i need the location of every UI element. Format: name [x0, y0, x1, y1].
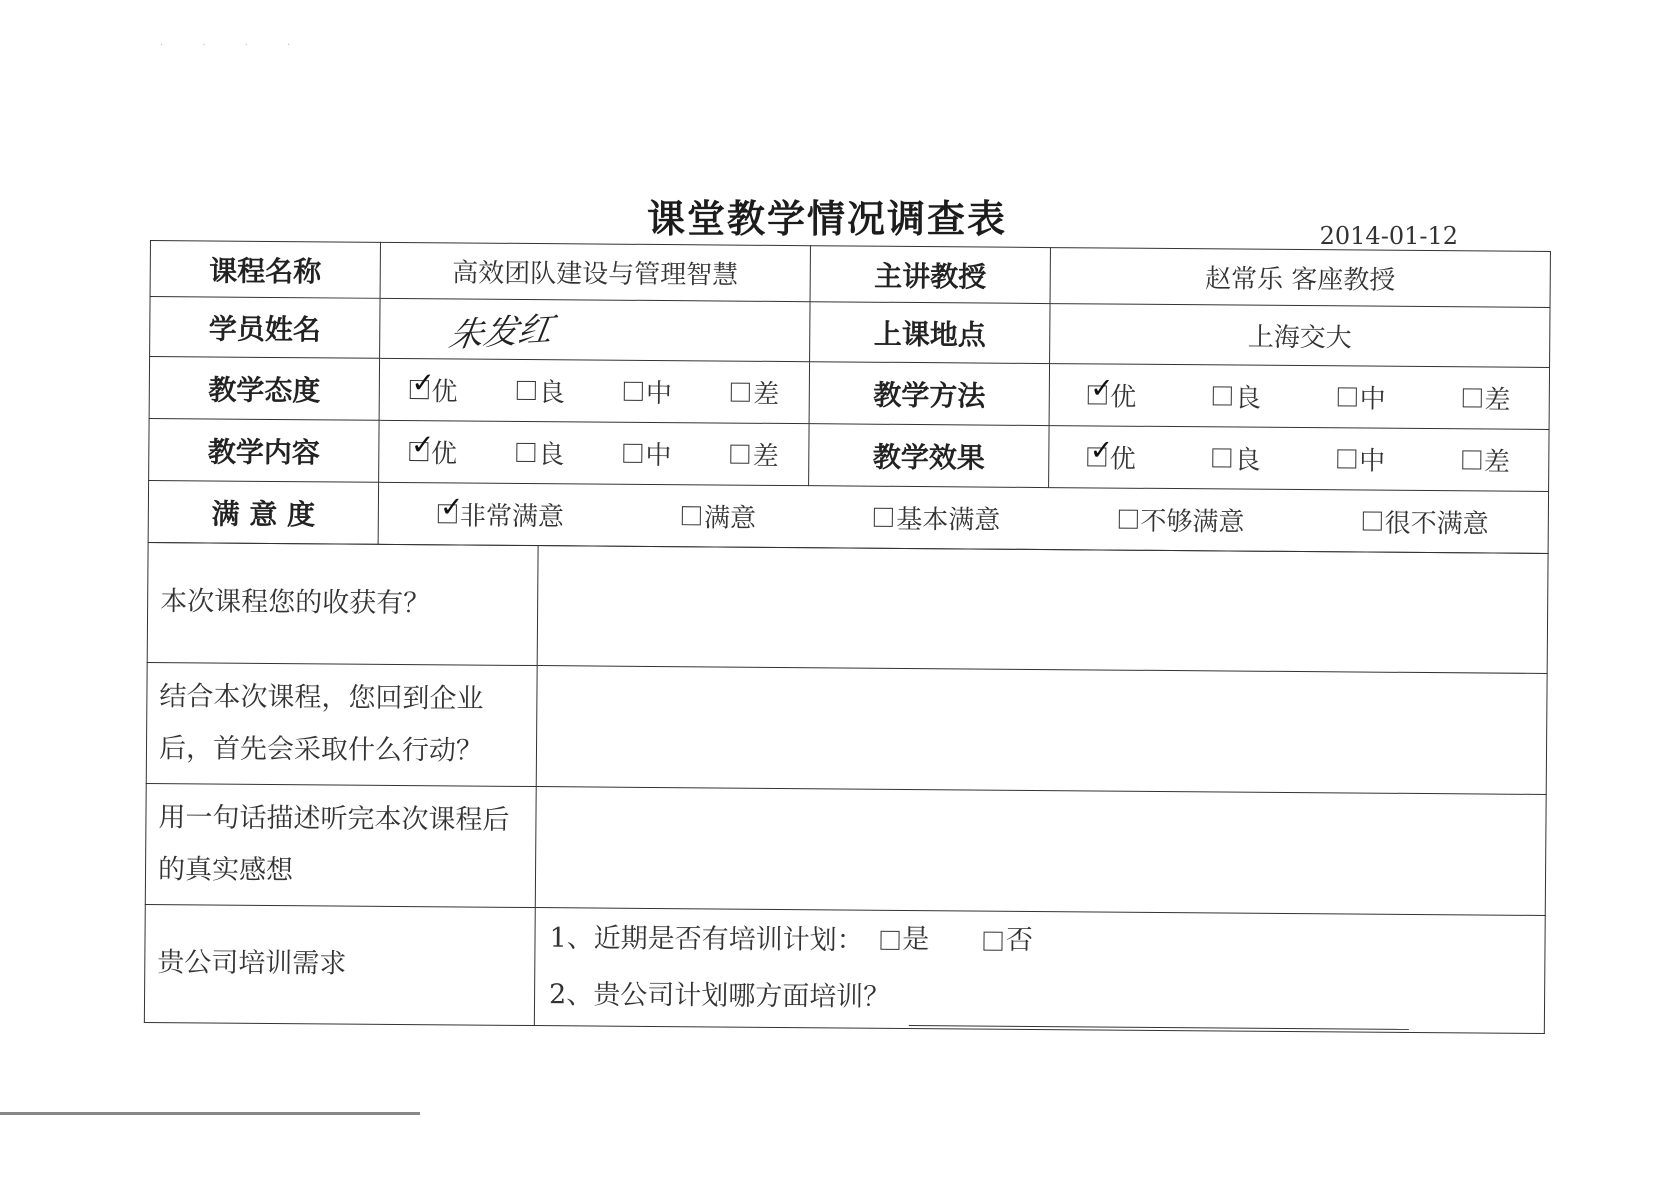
rating-option-2[interactable] — [1338, 378, 1386, 415]
checkbox-icon[interactable] — [1363, 512, 1382, 531]
answer-feeling[interactable] — [535, 786, 1546, 915]
rating-option-0[interactable] — [1088, 371, 1137, 413]
checkbox-icon[interactable] — [1462, 450, 1481, 469]
checkbox-icon[interactable] — [516, 443, 535, 462]
survey-table — [148, 240, 1551, 554]
row-attitude-method — [149, 357, 1549, 430]
satisfaction-option-0[interactable] — [438, 490, 565, 533]
rating-option-2-label: 中 — [1359, 446, 1386, 477]
rating-option-0-label: 优 — [430, 439, 458, 470]
needs-q1: 1、近期是否有培训计划： — [549, 922, 864, 957]
checkbox-icon[interactable] — [874, 508, 893, 527]
satisfaction-options-cell — [378, 482, 1548, 553]
answer-gains[interactable] — [537, 545, 1548, 673]
checkbox-icon[interactable] — [1338, 387, 1357, 406]
checkbox-icon[interactable] — [731, 383, 750, 402]
needs-q2-answer-line[interactable] — [909, 995, 1409, 1030]
rating-option-1[interactable] — [1213, 377, 1261, 414]
label-satisfaction: 满 意 度 — [148, 480, 378, 544]
checkbox-icon[interactable] — [623, 444, 642, 463]
question-action: 结合本次课程，您回到企业后，首先会采取什么行动？ — [146, 662, 537, 786]
checkbox-icon[interactable] — [624, 382, 643, 401]
checkbox-icon[interactable] — [984, 931, 1003, 950]
form-date: 2014-01-12 — [1319, 222, 1458, 250]
rating-option-3-label: 差 — [753, 379, 780, 410]
label-lecturer: 主讲教授 — [810, 246, 1050, 304]
rating-option-3[interactable] — [731, 374, 779, 411]
satisfaction-option-0-label: 非常满意 — [459, 501, 565, 533]
form-title: 课堂教学情况调查表 — [646, 197, 1007, 241]
survey-table-questions — [144, 541, 1549, 1033]
rating-option-1-label: 良 — [538, 378, 565, 409]
checkbox-icon[interactable] — [880, 931, 899, 950]
check-mark-icon: ✓ — [1090, 371, 1114, 405]
row-action — [146, 662, 1547, 794]
rating-option-1[interactable] — [1212, 439, 1260, 476]
check-mark-icon: ✓ — [1089, 433, 1114, 467]
checkbox-icon[interactable] — [731, 445, 750, 464]
rating-option-0[interactable] — [409, 428, 458, 470]
satisfaction-option-4-label: 很不满意 — [1384, 508, 1489, 540]
needs-option-no-label: 否 — [1005, 924, 1034, 957]
rating-option-1-label: 良 — [538, 440, 565, 471]
rating-option-0[interactable] — [409, 366, 458, 408]
rating-option-2-label: 中 — [645, 378, 673, 410]
needs-option-yes[interactable] — [880, 912, 929, 968]
label-teaching-effect: 教学效果 — [809, 424, 1049, 488]
rating-option-1[interactable] — [517, 372, 565, 409]
checkbox-icon[interactable] — [438, 490, 464, 524]
label-student-name: 学员姓名 — [150, 297, 380, 359]
rating-option-3-label: 差 — [1483, 447, 1511, 478]
label-course-name: 课程名称 — [150, 241, 380, 299]
answer-action[interactable] — [536, 665, 1547, 794]
rating-option-2[interactable] — [623, 435, 671, 472]
training-needs-cell — [534, 907, 1545, 1033]
checkbox-icon[interactable] — [1118, 510, 1137, 529]
rating-options — [380, 366, 809, 411]
checkbox-icon[interactable] — [1213, 386, 1232, 405]
needs-q1-line — [549, 909, 1544, 974]
rating-option-2[interactable] — [1337, 440, 1385, 477]
rating-option-1-label: 良 — [1234, 445, 1261, 476]
label-teaching-attitude: 教学态度 — [149, 357, 379, 421]
row-needs — [144, 904, 1545, 1033]
rating-option-1[interactable] — [516, 434, 564, 471]
scan-specks: · · · · — [160, 40, 309, 51]
rating-option-0-label: 优 — [431, 377, 458, 408]
survey-form — [144, 240, 1550, 1033]
rating-option-2-label: 中 — [645, 440, 672, 472]
row-content-effect — [149, 418, 1549, 491]
scan-edge-line — [0, 1112, 420, 1115]
satisfaction-option-4[interactable] — [1363, 503, 1489, 541]
value-course-name: 高效团队建设与管理智慧 — [380, 242, 810, 301]
label-teaching-content: 教学内容 — [149, 418, 379, 482]
checkbox-icon[interactable] — [1088, 371, 1114, 405]
checkbox-icon[interactable] — [517, 381, 536, 400]
checkbox-icon[interactable] — [1462, 388, 1481, 407]
rating-options — [1049, 433, 1548, 479]
satisfaction-option-2[interactable] — [874, 499, 1000, 537]
checkbox-icon[interactable] — [1212, 448, 1231, 467]
value-lecturer: 赵常乐 客座教授 — [1050, 248, 1550, 308]
rating-option-2-label: 中 — [1359, 384, 1386, 415]
rating-option-3[interactable] — [1462, 441, 1510, 478]
value-location: 上海交大 — [1050, 304, 1550, 368]
row-gains — [147, 542, 1548, 673]
rating-option-0-label: 优 — [1110, 382, 1137, 413]
student-signature-cell[interactable] — [380, 298, 810, 361]
rating-option-3[interactable] — [731, 436, 779, 473]
check-mark-icon: ✓ — [411, 366, 436, 400]
checkbox-icon[interactable] — [1088, 433, 1114, 467]
checkbox-icon[interactable] — [409, 366, 436, 400]
satisfaction-option-2-label: 基本满意 — [896, 504, 1001, 536]
check-mark-icon: ✓ — [439, 490, 464, 524]
rating-option-1-label: 良 — [1234, 383, 1262, 414]
rating-option-0[interactable] — [1088, 433, 1136, 475]
question-gains: 本次课程您的收获有？ — [147, 542, 538, 665]
rating-teaching-effect — [1049, 426, 1549, 492]
question-feeling: 用一句话描述听完本次课程后的真实感想 — [145, 783, 536, 907]
label-location: 上课地点 — [810, 302, 1050, 364]
question-training-needs: 贵公司培训需求 — [144, 904, 535, 1025]
checkbox-icon[interactable] — [682, 506, 701, 525]
rating-option-3[interactable] — [1462, 379, 1510, 416]
rating-option-3-label: 差 — [752, 441, 779, 472]
needs-option-yes-label: 是 — [902, 924, 930, 956]
satisfaction-option-3-label: 不够满意 — [1140, 506, 1245, 538]
satisfaction-option-1[interactable] — [682, 497, 756, 535]
rating-teaching-content — [379, 420, 809, 485]
rating-option-2[interactable] — [624, 373, 672, 410]
rating-options — [1050, 371, 1549, 417]
rating-option-3-label: 差 — [1484, 385, 1511, 416]
row-feeling — [145, 783, 1546, 915]
row-student — [150, 297, 1550, 368]
satisfaction-option-3[interactable] — [1118, 501, 1244, 539]
rating-options — [379, 428, 808, 473]
check-mark-icon: ✓ — [410, 428, 435, 462]
satisfaction-options — [379, 490, 1548, 541]
checkbox-icon[interactable] — [409, 428, 435, 462]
checkbox-icon[interactable] — [1337, 449, 1356, 468]
needs-q2: 2、贵公司计划哪方面培训？ — [548, 978, 891, 1013]
satisfaction-option-1-label: 满意 — [703, 503, 757, 534]
needs-option-no[interactable] — [984, 913, 1033, 969]
rating-option-0-label: 优 — [1109, 444, 1136, 475]
handwritten-signature: 朱发红 — [446, 309, 556, 356]
rating-teaching-method — [1049, 364, 1549, 430]
needs-q2-line — [549, 967, 1544, 1031]
rating-teaching-attitude — [379, 358, 809, 423]
label-teaching-method: 教学方法 — [809, 362, 1049, 426]
